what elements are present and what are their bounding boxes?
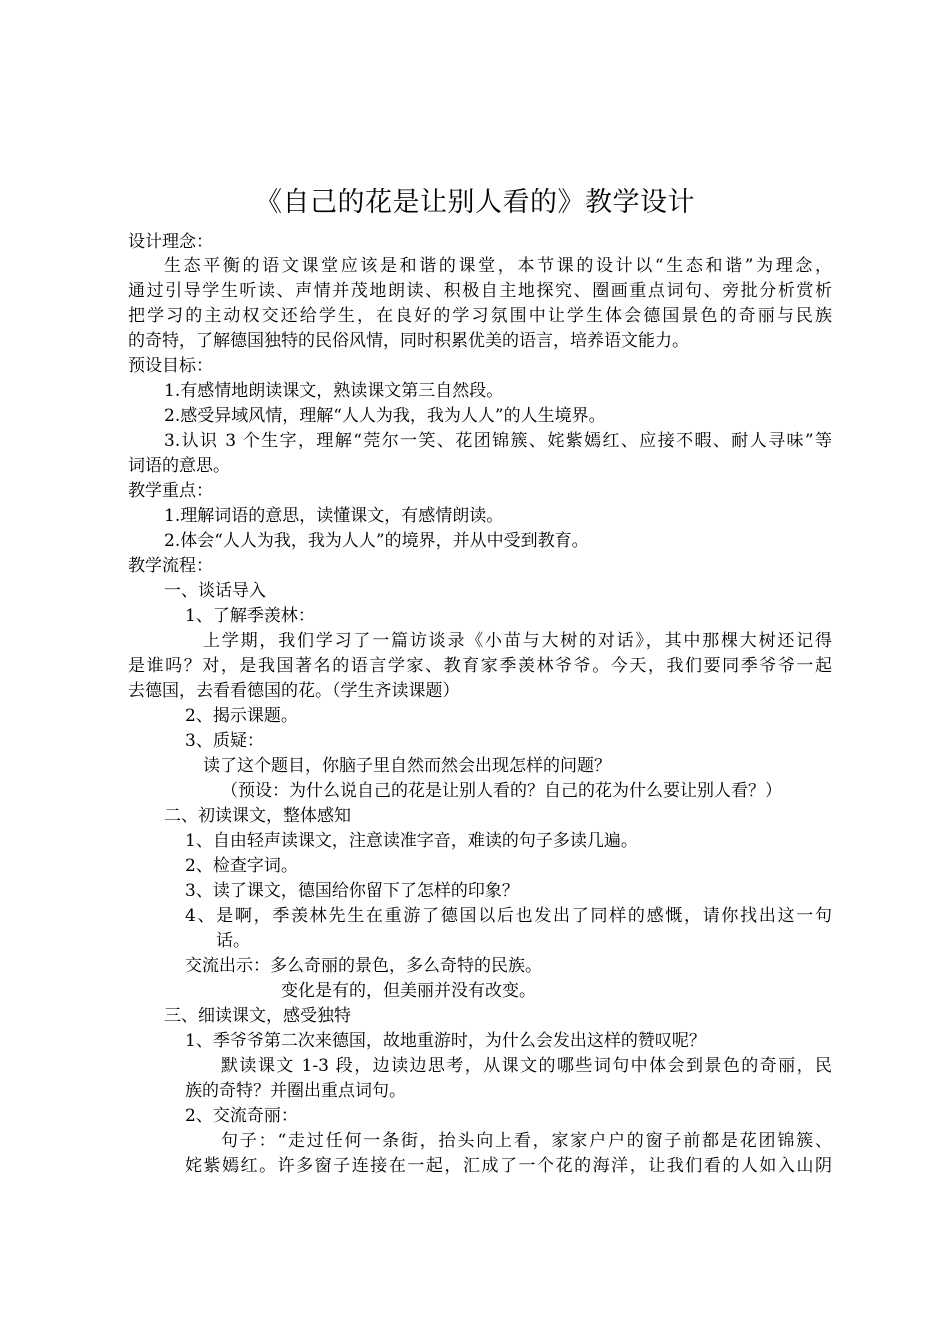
list-item: 1.理解词语的意思，读懂课文，有感情朗读。 [164, 506, 504, 526]
paragraph-line: 交流出示：多么奇丽的景色，多么奇特的民族。 [185, 956, 542, 976]
paragraph-line: 族的奇特？并圈出重点词句。 [185, 1081, 406, 1101]
paragraph-line: 去德国，去看看德国的花。（学生齐读课题） [128, 681, 460, 701]
list-item-continued: 词语的意思。 [128, 456, 230, 476]
list-item: 1.有感情地朗读课文，熟读课文第三自然段。 [164, 381, 504, 401]
list-item: 2.体会“人人为我，我为人人”的境界，并从中受到教育。 [164, 531, 589, 551]
paragraph-line: 姹紫嫣红。许多窗子连接在一起，汇成了一个花的海洋，让我们看的人如入山阴 [185, 1156, 832, 1176]
paragraph-line: 生态平衡的语文课堂应该是和谐的课堂，本节课的设计以“生态和谐”为理念， [164, 256, 832, 276]
process-substep: 2、揭示课题。 [185, 706, 298, 726]
paragraph-line: 的奇特，了解德国独特的民俗风情，同时积累优美的语言，培养语文能力。 [128, 331, 689, 351]
process-step-heading: 一、谈话导入 [164, 581, 266, 601]
paragraph-line: （预设：为什么说自己的花是让别人看的？自己的花为什么要让别人看？） [221, 781, 782, 801]
paragraph-line: 句子：“走过任何一条街，抬头向上看，家家户户的窗子前都是花团锦簇、 [221, 1131, 832, 1151]
process-substep: 3、读了课文，德国给你留下了怎样的印象？ [185, 881, 519, 901]
process-step-heading: 三、细读课文，感受独特 [164, 1006, 351, 1026]
paragraph-line: 上学期，我们学习了一篇访谈录《小苗与大树的对话》，其中那棵大树还记得 [203, 631, 832, 651]
process-substep: 1、自由轻声读课文，注意读准字音，难读的句子多读几遍。 [185, 831, 638, 851]
paragraph-line: 变化是有的，但美丽并没有改变。 [281, 981, 536, 1001]
paragraph-line: 把学习的主动权交还给学生，在良好的学习氛围中让学生体会德国景色的奇丽与民族 [128, 306, 832, 326]
paragraph-line: 读了这个题目，你脑子里自然而然会出现怎样的问题？ [203, 756, 611, 776]
process-substep: 3、质疑： [185, 731, 264, 751]
process-substep: 2、交流奇丽： [185, 1106, 298, 1126]
section-heading-focus: 教学重点： [128, 481, 213, 501]
document-title: 《自己的花是让别人看的》教学设计 [255, 187, 695, 218]
process-step-heading: 二、初读课文，整体感知 [164, 806, 351, 826]
list-item: 3.认识 3 个生字，理解“莞尔一笑、花团锦簇、姹紫嫣红、应接不暇、耐人寻味”等 [164, 431, 832, 451]
section-heading-goals: 预设目标： [128, 356, 213, 376]
paragraph-line: 是谁吗？对，是我国著名的语言学家、教育家季羡林爷爷。今天，我们要同季爷爷一起 [128, 656, 832, 676]
process-substep: 1、季爷爷第二次来德国，故地重游时，为什么会发出这样的赞叹呢？ [185, 1031, 706, 1051]
section-heading-process: 教学流程： [128, 556, 213, 576]
process-substep: 4、是啊，季羡林先生在重游了德国以后也发出了同样的感慨，请你找出这一句 [185, 906, 832, 926]
section-heading-concept: 设计理念： [128, 232, 213, 252]
process-substep: 2、检查字词。 [185, 856, 298, 876]
process-substep-continued: 话。 [216, 931, 250, 951]
process-substep: 1、了解季羡林： [185, 606, 315, 626]
paragraph-line: 通过引导学生听读、声情并茂地朗读、积极自主地探究、圈画重点词句、旁批分析赏析 [128, 281, 832, 301]
paragraph-line: 默读课文 1-3 段，边读边思考，从课文的哪些词句中体会到景色的奇丽，民 [221, 1056, 832, 1076]
list-item: 2.感受异域风情，理解“人人为我，我为人人”的人生境界。 [164, 406, 606, 426]
